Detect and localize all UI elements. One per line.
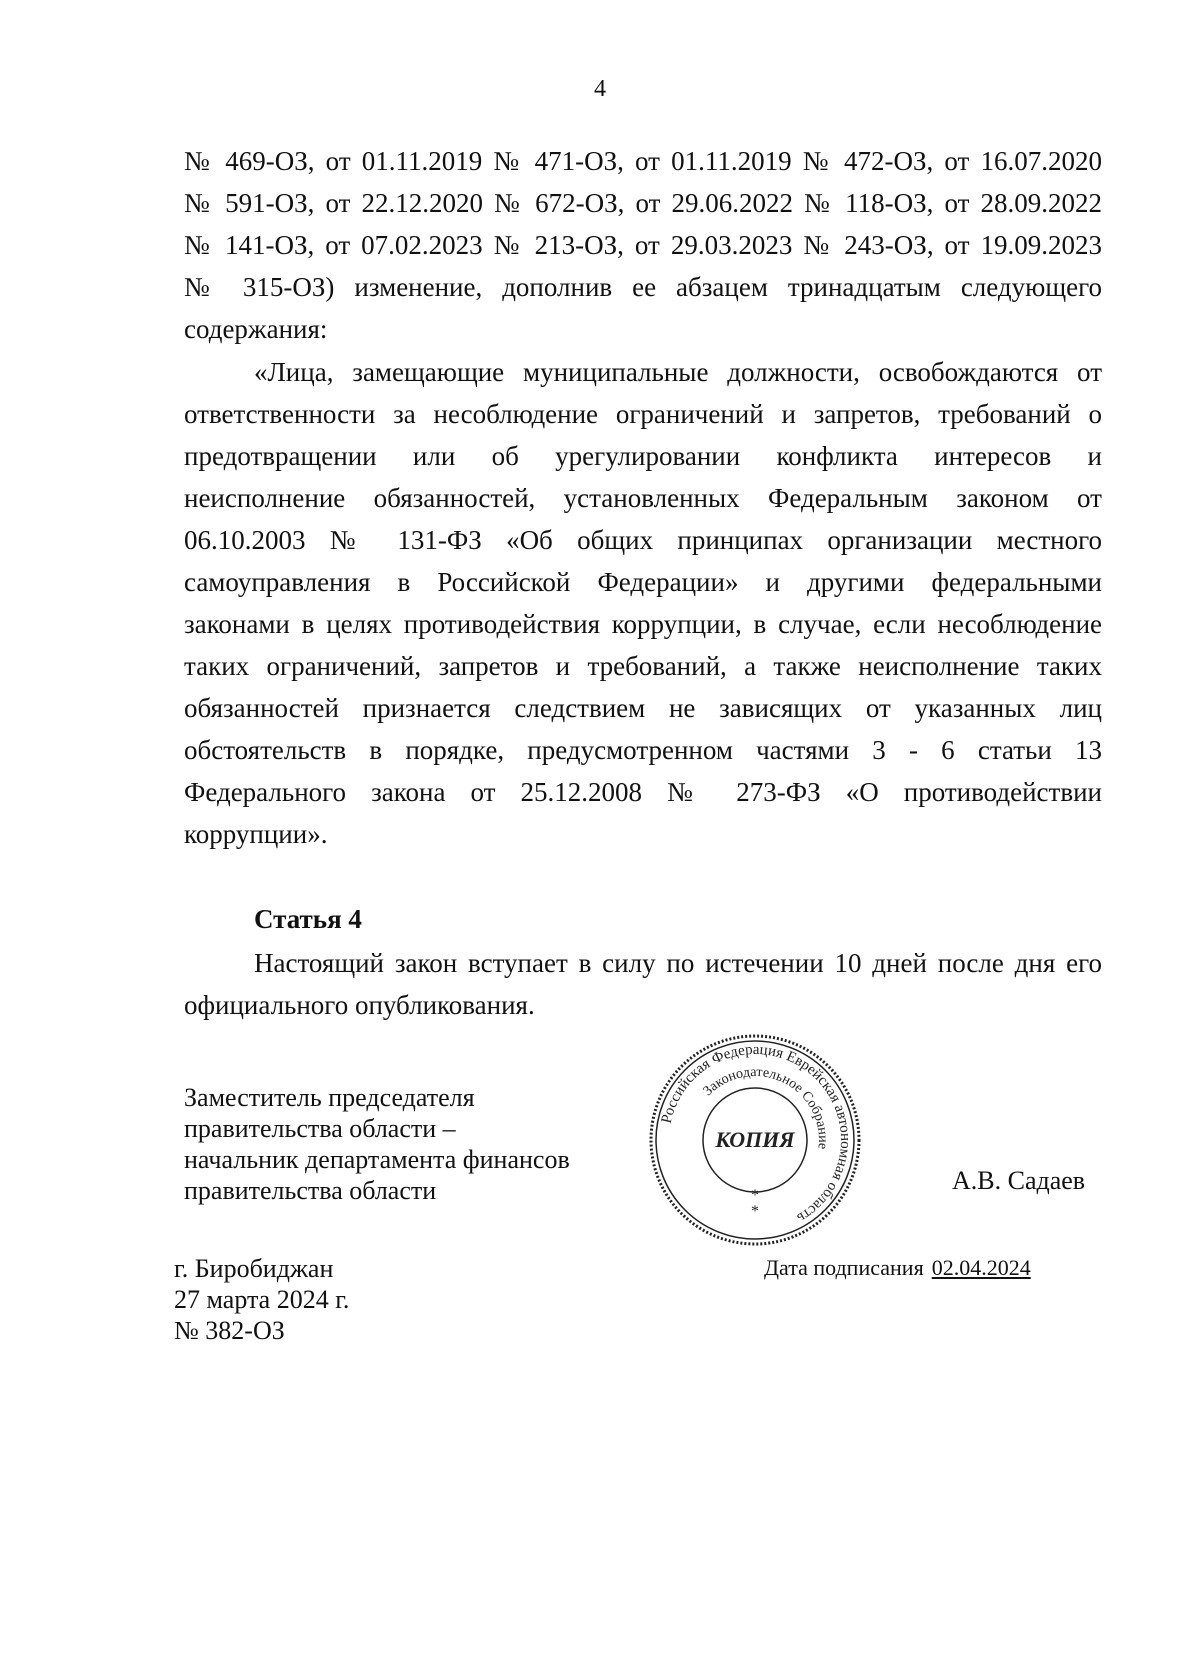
article-line: Настоящий закон вступает в силу по истечении 10 дней после дня его — [254, 948, 1102, 978]
amendment-line: № 469-ОЗ, от 01.11.2019 № 471-ОЗ, от 01.11.2019 № 472-ОЗ, от 16.07.2020 — [184, 146, 1102, 176]
quote-line: «Лица, замещающие муниципальные должности, освобождаются от — [254, 357, 1102, 387]
amendment-line: № 141-ОЗ, от 07.02.2023 № 213-ОЗ, от 29.03.2023 № 243-ОЗ, от 19.09.2023 — [184, 230, 1102, 260]
quote-line: обстоятельств в порядке, предусмотренном частями 3 - 6 статьи 13 — [184, 735, 1102, 765]
seal-center-text: КОПИЯ — [715, 1127, 795, 1152]
quote-line: коррупции». — [184, 819, 328, 849]
quote-line: самоуправления в Российской Федерации» и другими федеральными — [184, 567, 1102, 597]
seal-star-icon: * — [751, 1203, 759, 1220]
amendment-line: № 591-ОЗ, от 22.12.2020 № 672-ОЗ, от 29.06.2022 № 118-ОЗ, от 28.09.2022 — [184, 188, 1102, 218]
article-heading: Статья 4 — [254, 904, 362, 934]
date-line: 27 марта 2024 г. — [174, 1285, 350, 1314]
signing-date-value: 02.04.2024 — [931, 1255, 1031, 1280]
signatory-title-line: начальник департамента финансов — [184, 1145, 570, 1174]
seal-star-icon: * — [751, 1187, 759, 1204]
amendment-line: содержания: — [184, 314, 328, 344]
quoted-paragraph — [184, 351, 1102, 855]
official-seal — [645, 1030, 865, 1250]
quote-line: ответственности за несоблюдение ограничений и запретов, требований о — [184, 399, 1102, 429]
place-and-date — [174, 1253, 349, 1346]
quote-line: таких ограничений, запретов и требований, а также неисполнение таких — [184, 651, 1102, 681]
article-line: официального опубликования. — [184, 990, 535, 1020]
seal-inner-text: Законодательное Собрание — [700, 1064, 831, 1150]
signing-date-label: Дата подписания — [764, 1255, 924, 1280]
quote-line: законами в целях противодействия коррупции, в случае, если несоблюдение — [184, 609, 1102, 639]
quote-line: обязанностей признается следствием не зависящих от указанных лиц — [184, 693, 1102, 723]
quote-line: предотвращении или об урегулировании конфликта интересов и — [184, 441, 1102, 471]
signatory-title — [184, 1082, 570, 1206]
seal-outer-text: Российская Федерация Еврейская автономная область — [658, 1041, 854, 1226]
quote-line: неисполнение обязанностей, установленных Федеральным законом от — [184, 483, 1102, 513]
amendment-line: № 315-ОЗ) изменение, дополнив ее абзацем тринадцатым следующего — [184, 272, 1102, 302]
quote-line: Федерального закона от 25.12.2008 № 273-ФЗ «О противодействии — [184, 777, 1102, 807]
article-paragraph — [184, 942, 1102, 1026]
amendment-paragraph — [184, 140, 1102, 350]
signatory-title-line: Заместитель председателя — [184, 1083, 475, 1112]
place-line: г. Биробиджан — [174, 1254, 334, 1283]
quote-line: 06.10.2003 № 131-ФЗ «Об общих принципах организации местного — [184, 525, 1102, 555]
signatory-title-line: правительства области — [184, 1176, 437, 1205]
law-number-line: № 382-ОЗ — [174, 1316, 285, 1345]
signatory-name: А.В. Садаев — [952, 1166, 1086, 1195]
signatory-title-line: правительства области – — [184, 1114, 456, 1143]
page-number: 4 — [594, 76, 606, 102]
signing-date — [764, 1255, 1031, 1281]
